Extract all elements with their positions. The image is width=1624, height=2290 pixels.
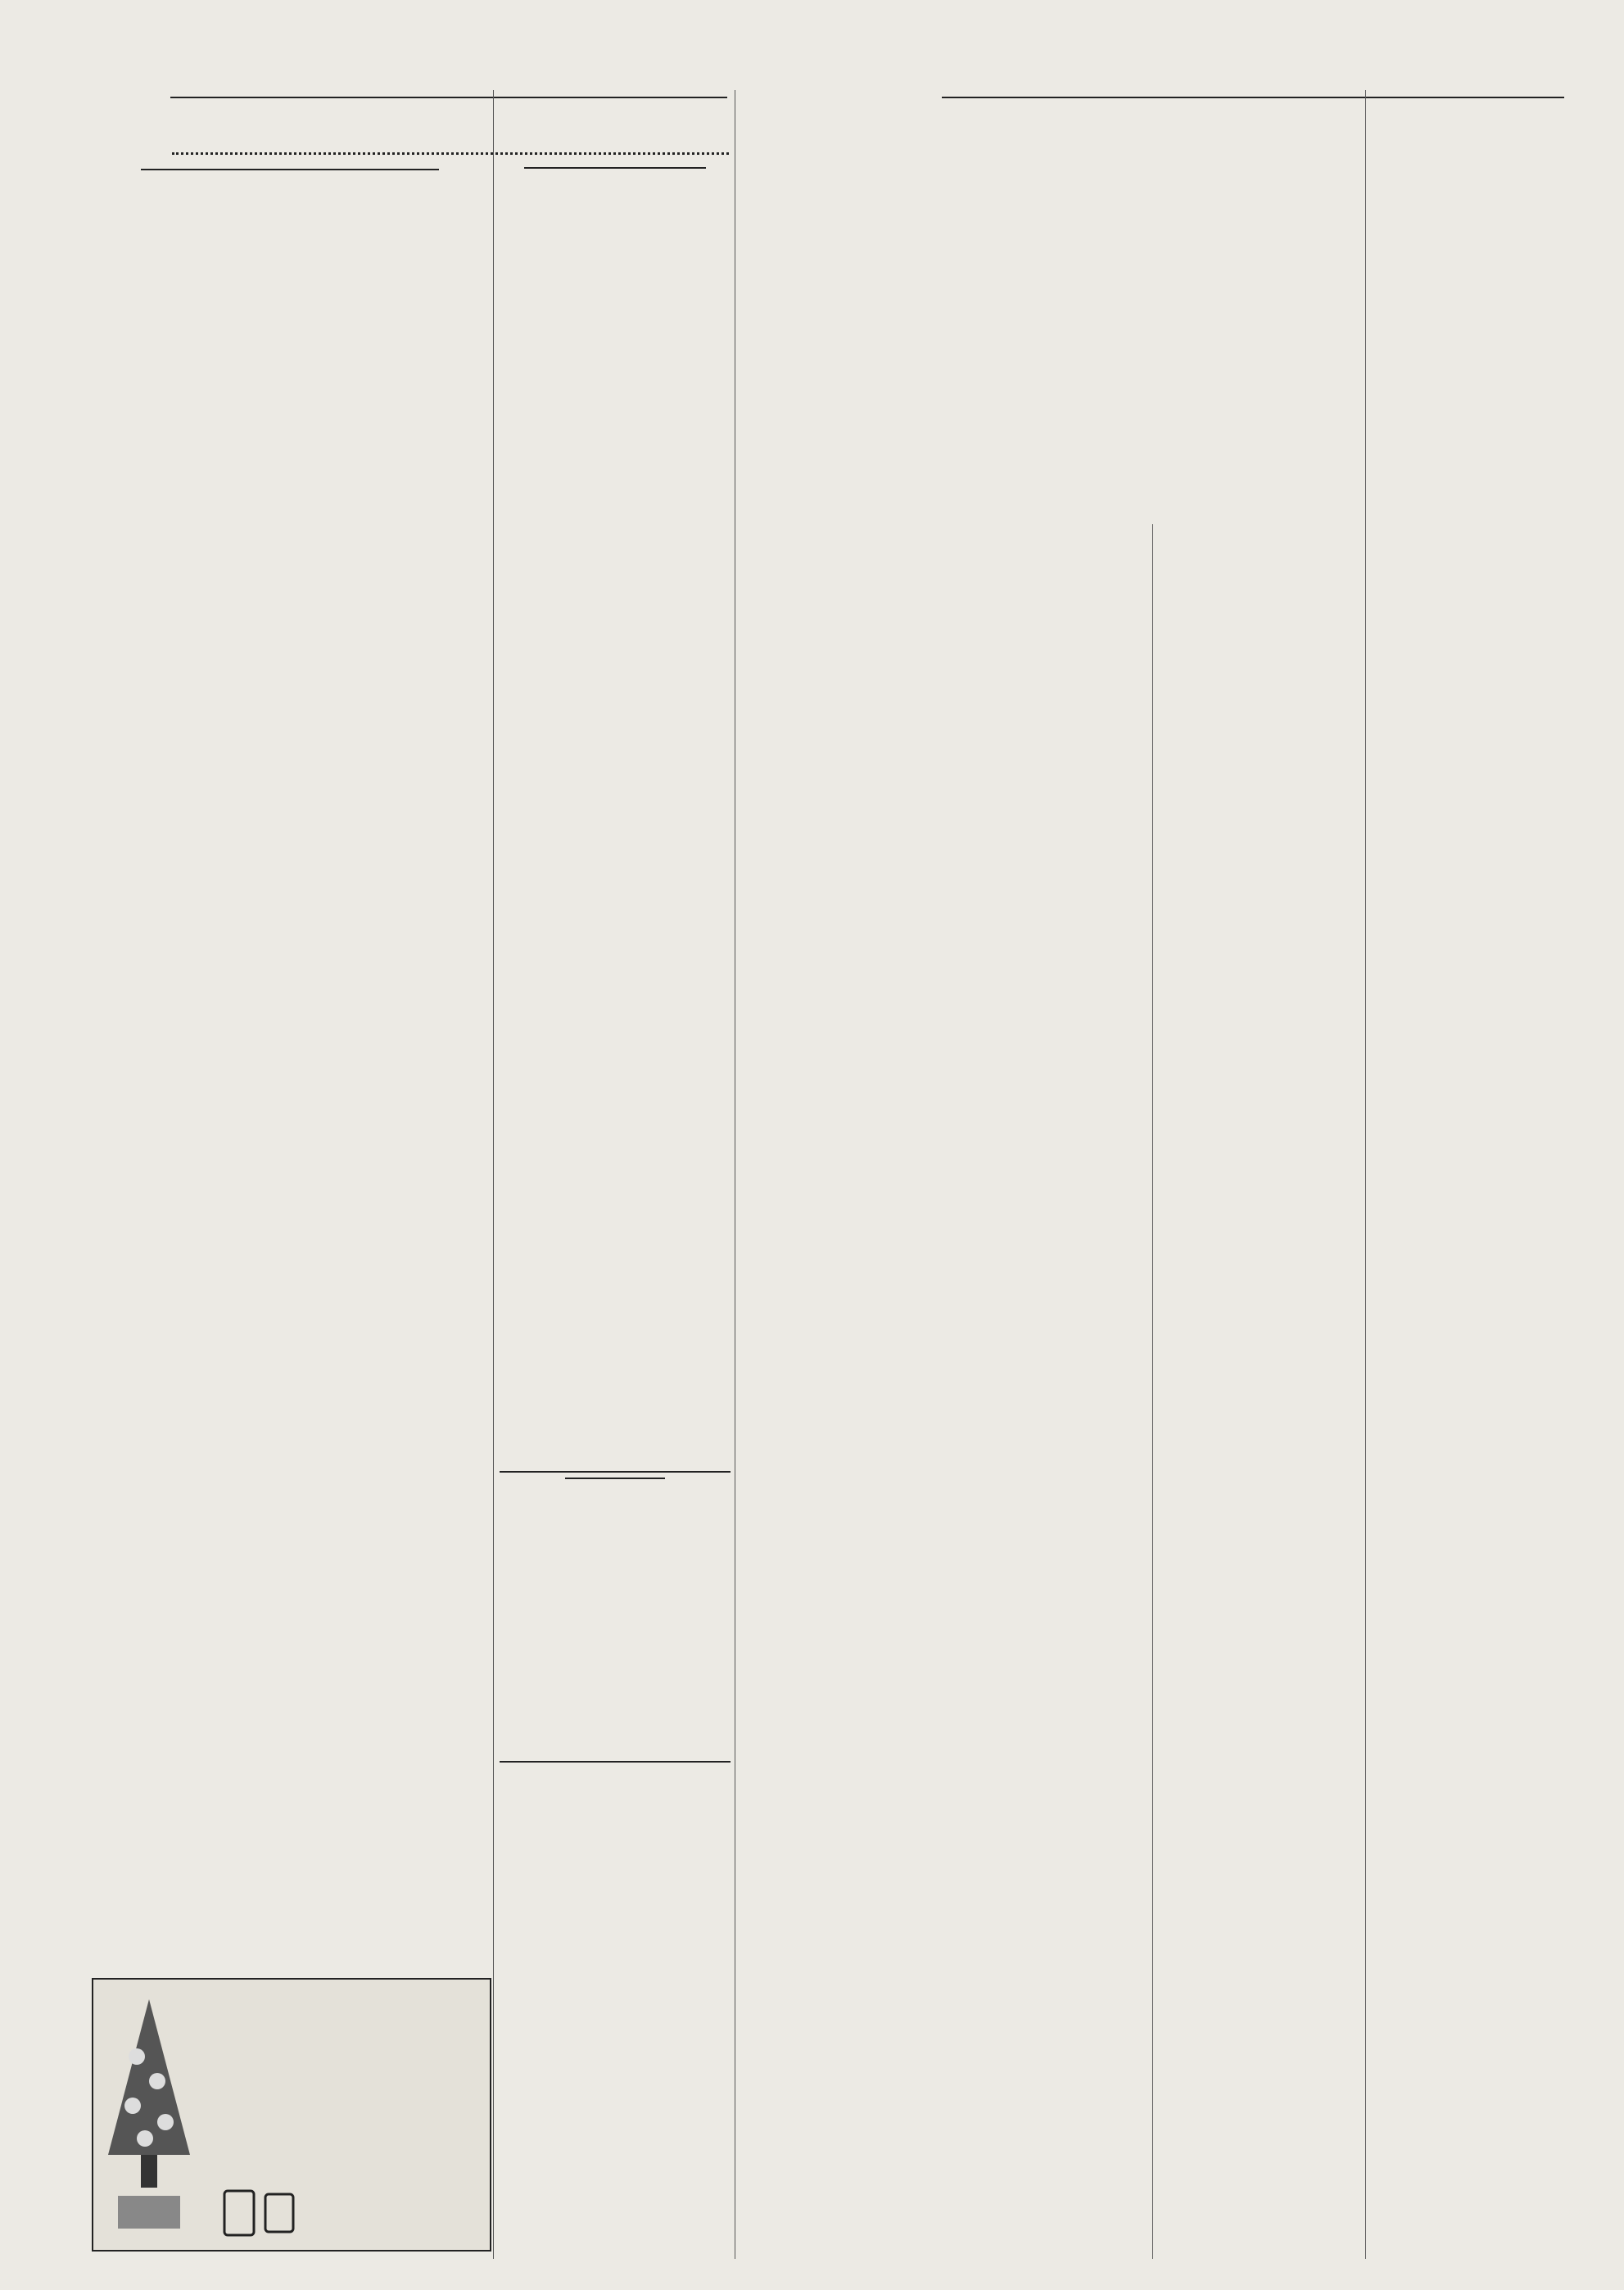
header-rule-left xyxy=(170,97,727,98)
column-divider xyxy=(493,90,494,2259)
watch-icon xyxy=(216,2184,306,2242)
header-rule-right xyxy=(942,97,1564,98)
section-rule xyxy=(172,152,729,155)
column-1 xyxy=(92,161,488,2290)
divider xyxy=(524,167,706,169)
deville-notice xyxy=(500,1471,731,1749)
concours-ad xyxy=(92,1978,491,2252)
divider xyxy=(500,1761,731,1763)
divider xyxy=(500,1471,731,1473)
divider xyxy=(141,169,439,170)
magic-tree-icon xyxy=(100,1991,198,2237)
skieurs-notice xyxy=(500,1761,731,1974)
column-divider xyxy=(1152,524,1153,2259)
column-divider xyxy=(1365,90,1366,2259)
column-2 xyxy=(500,161,731,1520)
divider xyxy=(565,1478,665,1479)
